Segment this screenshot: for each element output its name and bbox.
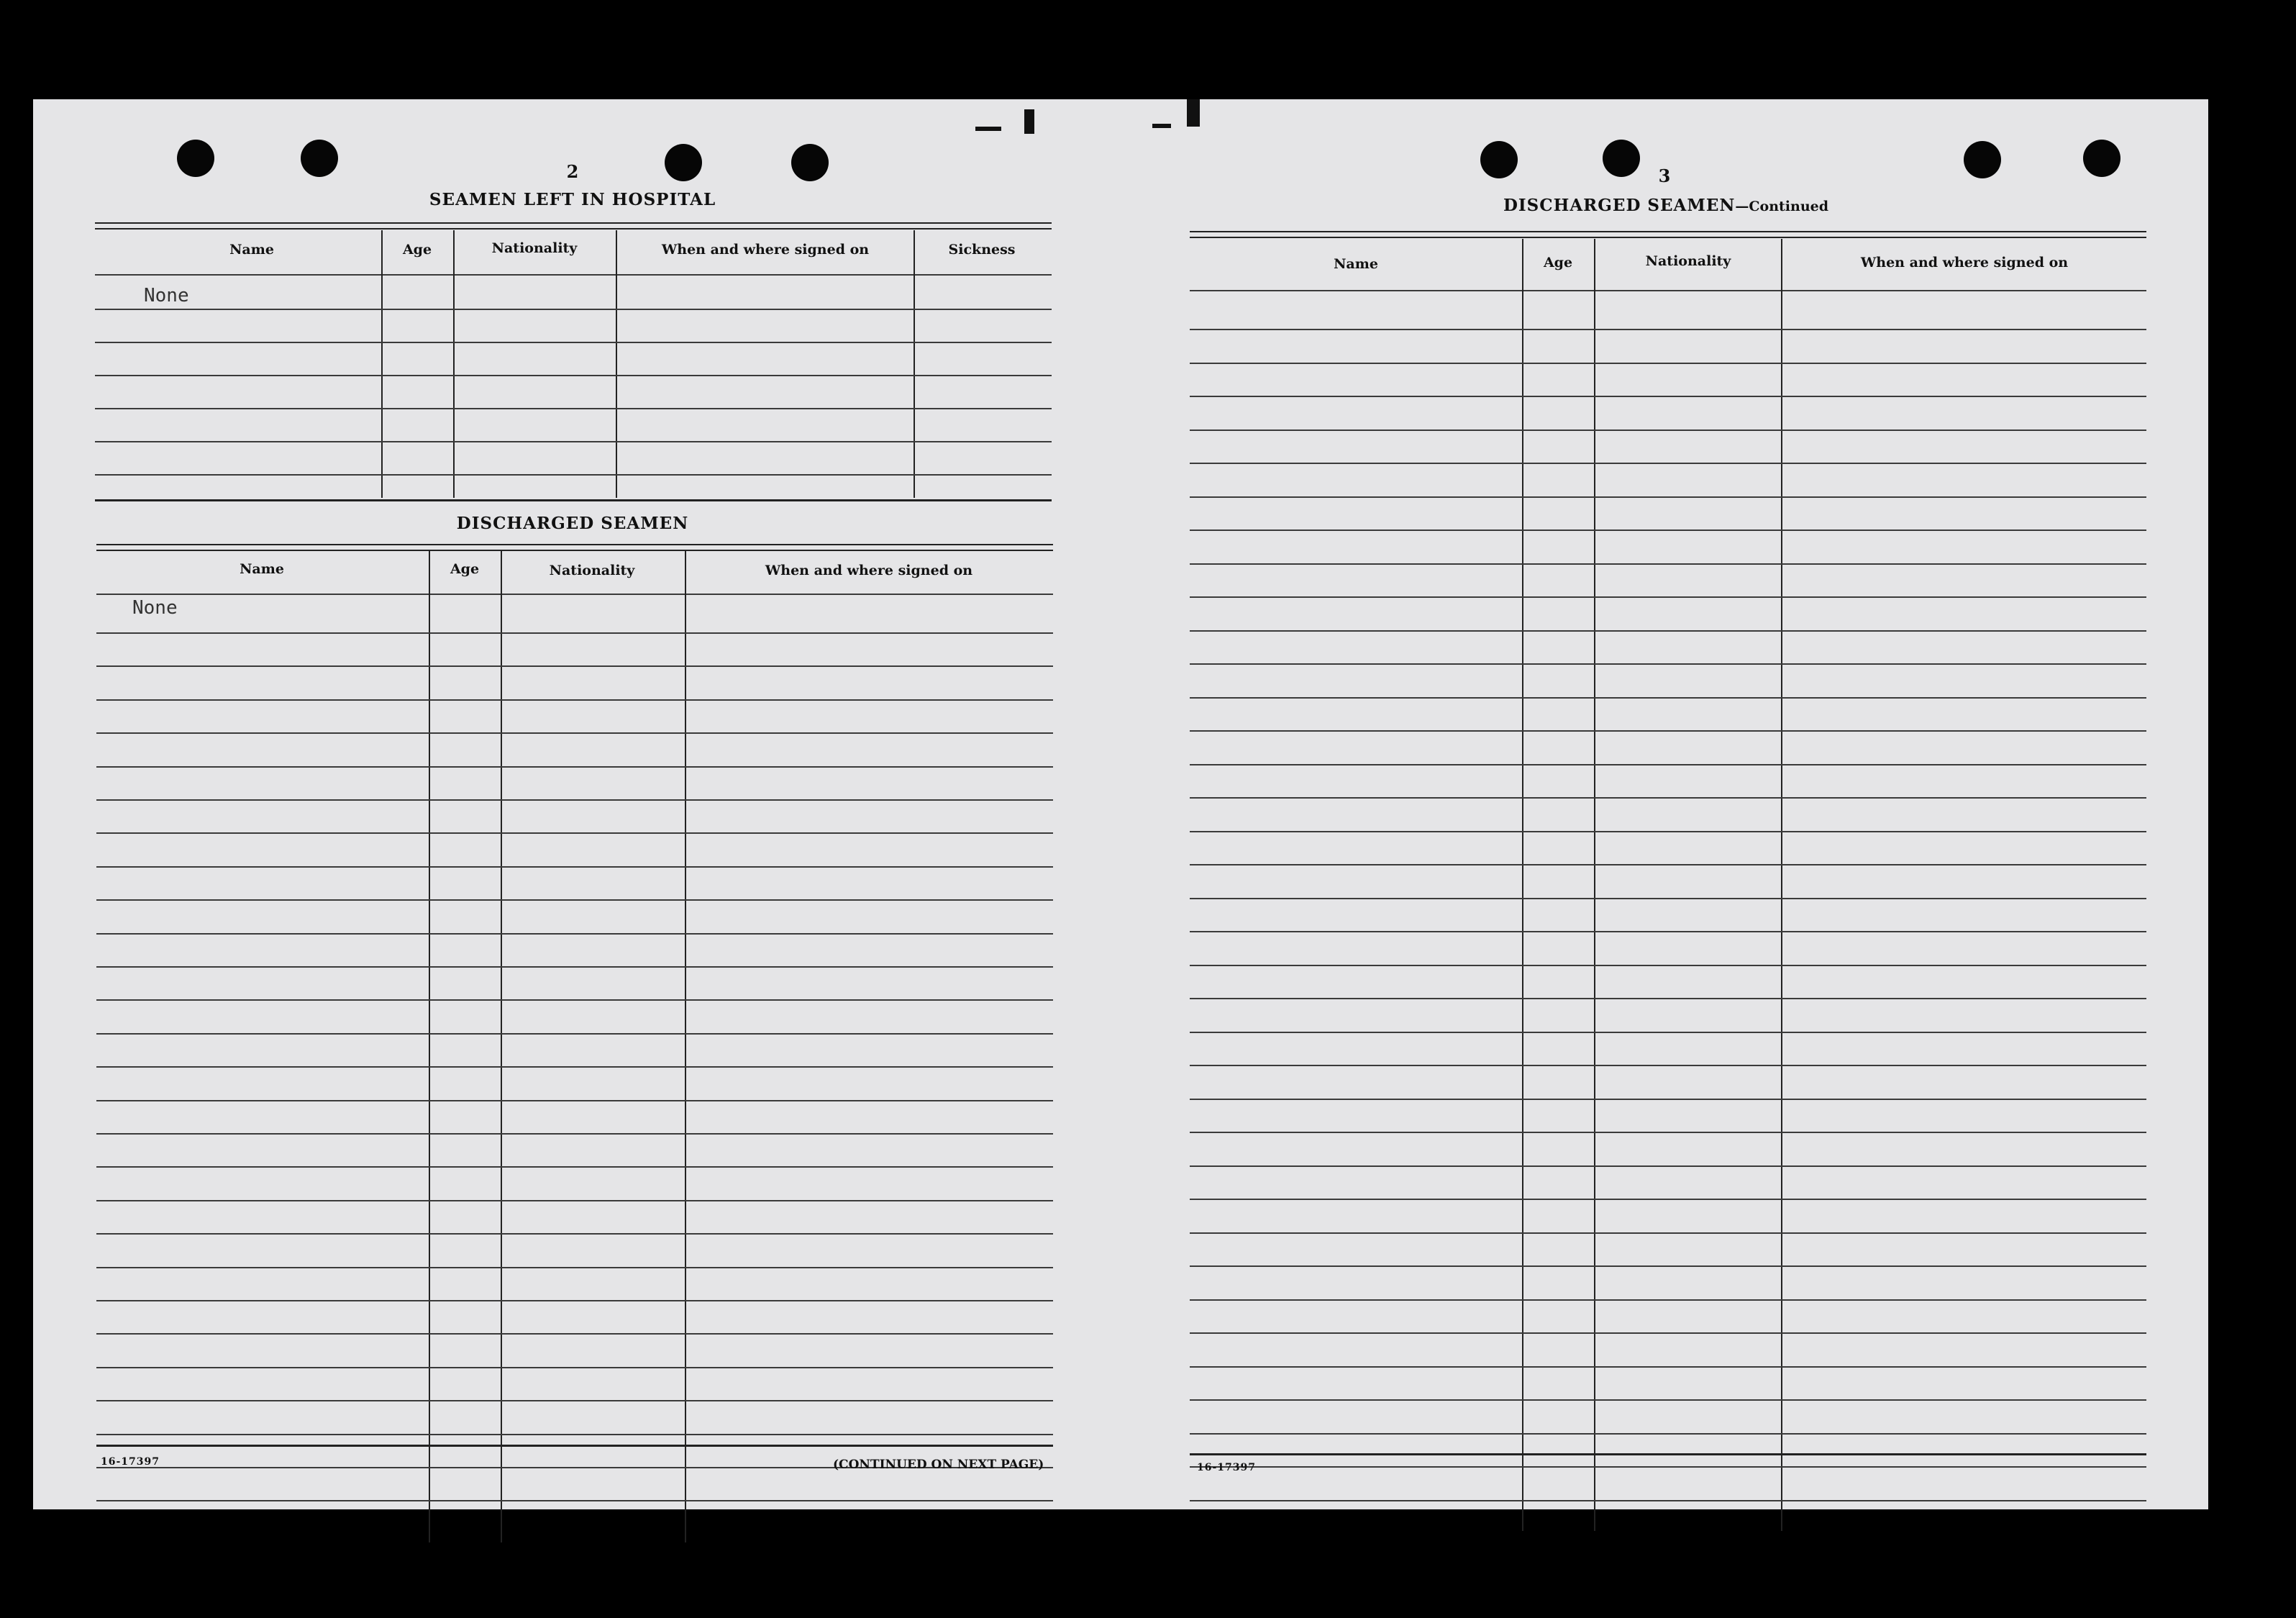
page-number: 2 [566, 161, 579, 182]
form-sheet [33, 99, 2208, 1509]
table-row-line [95, 474, 1052, 476]
table-row-line [1190, 965, 2146, 966]
table-row-line [96, 699, 1053, 701]
table-row-line [96, 1233, 1053, 1235]
table-row-line [1190, 1132, 2146, 1133]
table-row-line [1190, 931, 2146, 932]
column-header-age: Age [402, 242, 432, 258]
column-divider [1522, 239, 1523, 1531]
table-row-line [96, 1133, 1053, 1135]
table-row-line [1190, 463, 2146, 464]
table-row-line [96, 1200, 1053, 1201]
column-header-name: Name [1334, 256, 1378, 272]
column-header-name: Name [229, 242, 274, 258]
binder-hole [1480, 141, 1518, 178]
table-row-line [1190, 1232, 2146, 1234]
table-row-line [95, 408, 1052, 409]
column-divider [914, 230, 915, 498]
column-header-when-where: When and where signed on [661, 242, 870, 258]
table-row-line [1190, 697, 2146, 699]
column-divider [1594, 239, 1595, 1531]
column-header-name: Name [240, 561, 284, 577]
binder-hole [177, 140, 214, 177]
table-row-line [96, 1033, 1053, 1035]
table-row-line [96, 1434, 1053, 1435]
table-row-line [96, 1100, 1053, 1101]
binder-hole [791, 144, 829, 181]
table-row-line [96, 966, 1053, 968]
discharged-continued-title [1421, 196, 1910, 215]
column-header-nationality: Nationality [549, 563, 635, 578]
table-row-line [95, 375, 1052, 376]
binder-hole [2083, 140, 2120, 177]
table-rule [95, 222, 1052, 229]
table-row-line [96, 665, 1053, 667]
table-row-line [1190, 1265, 2146, 1267]
form-number: 16-17397 [101, 1456, 160, 1468]
discharged-section-title: DISCHARGED SEAMEN [456, 514, 689, 533]
table-row-line [1190, 430, 2146, 431]
column-header-nationality: Nationality [491, 240, 578, 256]
column-header-when-where: When and where signed on [765, 563, 973, 578]
header-underline [96, 594, 1053, 595]
table-row-line [96, 766, 1053, 768]
column-divider [1781, 239, 1782, 1531]
table-row-line [96, 1500, 1053, 1501]
column-header-when-where: When and where signed on [1860, 255, 2069, 271]
table-row-line [96, 1400, 1053, 1401]
table-row-line [1190, 1299, 2146, 1301]
table-row-line [1190, 998, 2146, 999]
table-row-line [1190, 797, 2146, 799]
scan-speck [1152, 124, 1171, 128]
table-row-line [1190, 864, 2146, 865]
table-row-line [96, 632, 1053, 634]
table-row-line [96, 933, 1053, 935]
table-row-line [1190, 630, 2146, 632]
table-row-line [96, 832, 1053, 834]
table-row-line [1190, 1500, 2146, 1501]
column-header-sickness: Sickness [948, 242, 1016, 258]
table-row-line [1190, 563, 2146, 565]
scan-speck [1024, 109, 1034, 134]
table-row-line [1190, 1466, 2146, 1468]
table-row-line [96, 1367, 1053, 1368]
discharged-entry-name: None [132, 597, 178, 619]
table-row-line [1190, 1399, 2146, 1401]
table-row-line [95, 441, 1052, 442]
table-row-line [1190, 831, 2146, 832]
table-row-line [96, 866, 1053, 868]
column-divider [453, 230, 455, 498]
binder-hole [1964, 141, 2001, 178]
table-bottom-rule [96, 1445, 1053, 1447]
table-row-line [1190, 329, 2146, 330]
table-row-line [96, 1267, 1053, 1268]
table-row-line [1190, 663, 2146, 665]
column-header-age: Age [1543, 255, 1573, 271]
table-row-line [96, 1066, 1053, 1068]
column-header-age: Age [450, 561, 480, 577]
table-row-line [96, 899, 1053, 901]
table-row-line [96, 799, 1053, 801]
table-row-line [96, 999, 1053, 1001]
table-bottom-rule [1190, 1453, 2146, 1455]
table-row-line [1190, 898, 2146, 899]
scan-speck [1187, 99, 1200, 127]
title-continued: —Continued [1735, 199, 1829, 214]
table-row-line [1190, 1099, 2146, 1100]
table-row-line [1190, 396, 2146, 397]
table-row-line [1190, 1199, 2146, 1200]
table-row-line [96, 1300, 1053, 1301]
table-row-line [96, 1166, 1053, 1168]
table-row-line [1190, 363, 2146, 364]
table-row-line [1190, 530, 2146, 531]
hospital-entry-name: None [144, 285, 189, 306]
column-divider [616, 230, 617, 498]
table-row-line [1190, 730, 2146, 732]
table-row-line [1190, 764, 2146, 765]
table-row-line [1190, 1032, 2146, 1033]
table-row-line [1190, 1065, 2146, 1066]
column-header-nationality: Nationality [1645, 253, 1731, 269]
header-underline [1190, 290, 2146, 291]
table-row-line [1190, 1366, 2146, 1368]
page-number: 3 [1658, 165, 1671, 186]
table-row-line [96, 732, 1053, 734]
table-row-line [95, 309, 1052, 310]
table-row-line [95, 342, 1052, 343]
binder-hole [301, 140, 338, 177]
scan-speck [975, 127, 1001, 131]
table-row-line [1190, 1433, 2146, 1435]
table-row-line [1190, 496, 2146, 498]
table-row-line [96, 1333, 1053, 1335]
table-row-line [1190, 1165, 2146, 1167]
table-rule [96, 544, 1053, 551]
table-rule [1190, 231, 2146, 238]
table-row-line [1190, 1332, 2146, 1334]
table-bottom-rule [95, 499, 1052, 501]
binder-hole [665, 144, 702, 181]
continued-note: (CONTINUED ON NEXT PAGE) [833, 1458, 1044, 1472]
table-row-line [1190, 596, 2146, 598]
column-divider [381, 230, 383, 498]
hospital-section-title: SEAMEN LEFT IN HOSPITAL [429, 190, 716, 209]
title-main: DISCHARGED SEAMEN [1503, 196, 1736, 215]
header-underline [95, 274, 1052, 276]
form-number: 16-17397 [1197, 1462, 1256, 1473]
